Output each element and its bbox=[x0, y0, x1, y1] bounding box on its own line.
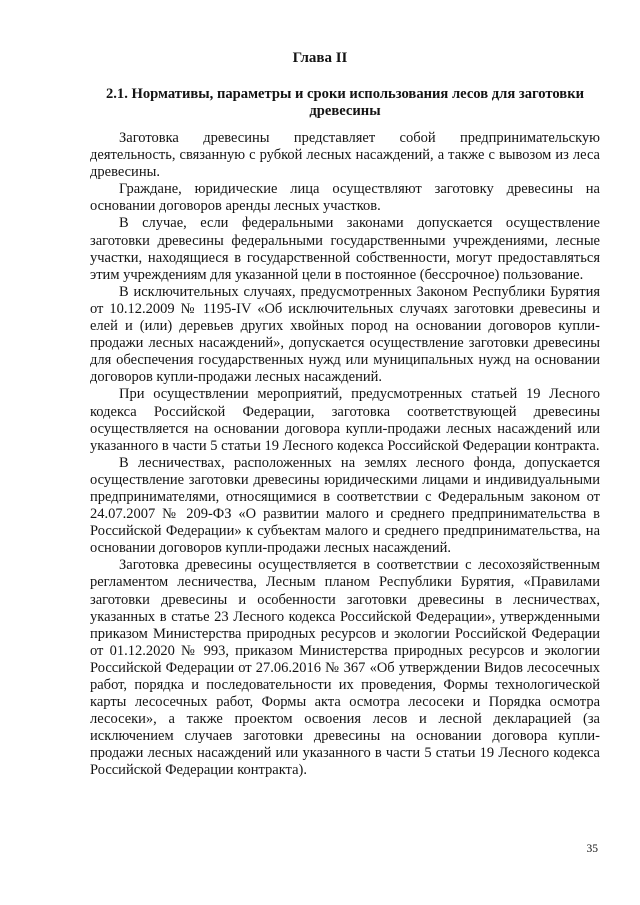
paragraph: Заготовка древесины представляет собой предпринимательскую деятельность, связанную с рубкой лесных насаждений, а также с вывозом из леса древесины. bbox=[90, 130, 600, 181]
paragraph: В случае, если федеральными законами допускается осуществление заготовки древесины федеральными государственными учреждениями, лесные участки, находящиеся в государственной собственности, могут предоставляться этим учреждениям для указанной цели в постоянное (бессрочное) пользование. bbox=[90, 215, 600, 283]
paragraph: В лесничествах, расположенных на землях лесного фонда, допускается осуществление заготовки древесины юридическими лицами и индивидуальными предпринимателями, относящимися в соответствии с Федеральным законом от 24.07.2007 № 209-ФЗ «О развитии малого и среднего предпринимательства в Российской Федерации» к субъектам малого и среднего предпринимательства, на основании договоров купли-продажи лесных насаждений. bbox=[90, 454, 600, 557]
paragraph: Заготовка древесины осуществляется в соответствии с лесохозяйственным регламентом лесничества, Лесным планом Республики Бурятия, «Правилами заготовки древесины и особенности заготовки древесины в лесничествах, указанных в статье 23 Лесного кодекса Российской Федерации», утвержденными приказом Министерства природных ресурсов и экологии Российской Федерации от 01.12.2020 № 993, приказом Министерства природных ресурсов и экологии Российской Федерации от 27.06.2016 № 367 «Об утверждении Видов лесосечных работ, порядка и последовательности их проведения, Формы технологической карты лесосечных работ, Формы акта осмотра лесосеки и Порядка осмотра лесосеки», а также проектом освоения лесов и лесной декларацией (за исключением случаев заготовки древесины на основании договора купли-продажи лесных насаждений или указанного в части 5 статьи 19 Лесного кодекса Российской Федерации контракта). bbox=[90, 557, 600, 779]
paragraph: Граждане, юридические лица осуществляют заготовку древесины на основании договоров аренды лесных участков. bbox=[90, 181, 600, 215]
paragraph: В исключительных случаях, предусмотренных Законом Республики Бурятия от 10.12.2009 № 1195-IV «Об исключительных случаях заготовки древесины и елей и (или) деревьев других хвойных пород на основании договоров купли-продажи лесных насаждений», допускается осуществление заготовки древесины для обеспечения государственных нужд или муниципальных нужд на основании договоров купли-продажи лесных насаждений. bbox=[90, 283, 600, 386]
section-heading: 2.1. Нормативы, параметры и сроки использования лесов для заготовки древесины bbox=[105, 86, 585, 119]
page-number: 35 bbox=[586, 843, 598, 855]
body-text bbox=[90, 130, 600, 780]
paragraph: При осуществлении мероприятий, предусмотренных статьей 19 Лесного кодекса Российской Федерации, заготовка соответствующей древесины осуществляется на основании договора купли-продажи лесных насаждений или указанного в части 5 статьи 19 Лесного кодекса Российской Федерации контракта. bbox=[90, 386, 600, 454]
chapter-title: Глава II bbox=[292, 50, 348, 66]
